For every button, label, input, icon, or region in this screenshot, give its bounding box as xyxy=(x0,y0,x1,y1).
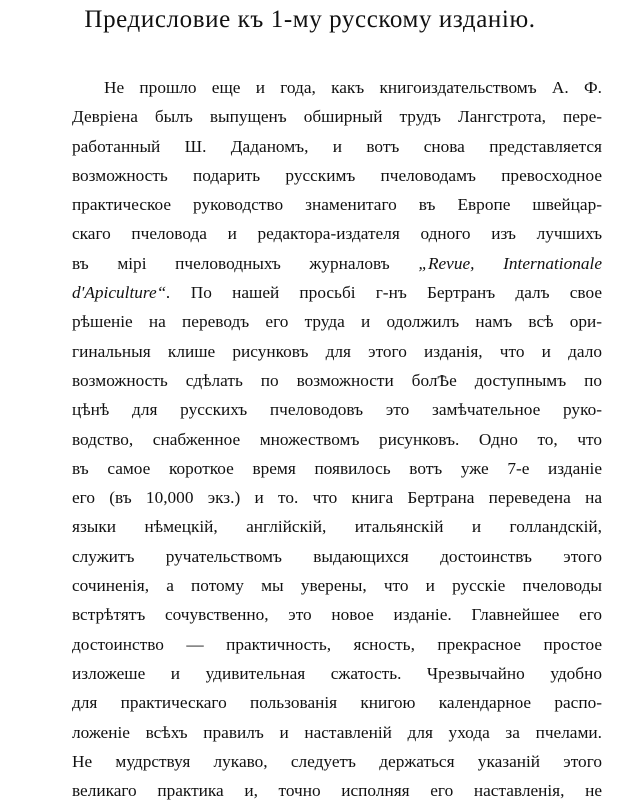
text-line: изложеше и удивительная сжатость. Чрезвычайно удобно xyxy=(72,663,602,683)
text-segment: По нашей просьбі г-нъ Бертранъ далъ свое xyxy=(190,283,602,303)
text-line: для практическаго пользованія книгою календарное распо- xyxy=(72,693,602,713)
journal-name-continued: d'Apiculture“. xyxy=(72,283,171,303)
page-title: Предисловие къ 1-му русскому изданію. xyxy=(84,6,536,33)
text-line xyxy=(72,249,602,278)
text-line: Не прошло еще и года, какъ книгоиздательствомъ А. Ф. xyxy=(104,78,602,97)
text-line: водство, снабженное множествомъ рисунковъ. Одно то, что xyxy=(72,429,602,449)
text-line: встрѣтятъ сочувственно, это новое изданіе. Главнейшее его xyxy=(72,605,602,625)
text-line: великаго практика и, точно исполняя его наставленія, не xyxy=(72,781,602,801)
text-line: скаго пчеловода и редактора-издателя одного изъ лучшихъ xyxy=(72,224,602,244)
preface-body xyxy=(72,73,602,805)
text-line: служитъ ручательствомъ выдающихся достоинствъ этого xyxy=(72,546,602,566)
text-line: языки нѣмецкій, англійскій, итальянскій и голландскій, xyxy=(72,517,602,537)
text-line xyxy=(72,278,602,307)
text-line: практическое руководство знаменитаго въ Европе швейцар- xyxy=(72,195,602,215)
text-line: цѣнѣ для русскихъ пчеловодовъ это замѣчательное руко- xyxy=(72,400,602,420)
text-line: возможность сдѣлать по возможности болѢе доступнымъ по xyxy=(72,370,602,390)
text-line: въ самое короткое время появилось вотъ уже 7-е изданіе xyxy=(72,458,602,478)
text-line: его (въ 10,000 экз.) и то. что книга Бертрана переведена на xyxy=(72,488,602,508)
text-line: ложеніе всѣхъ правилъ и наставленій для ухода за пчелами. xyxy=(72,722,602,742)
text-line: гинальныя клише рисунковъ для этого изданія, что и дало xyxy=(72,341,602,361)
text-line: сочиненія, а потому мы уверены, что и русскіе пчеловоды xyxy=(72,576,602,596)
text-line: достоинство — практичность, ясность, прекрасное простое xyxy=(72,634,602,654)
text-line: Не мудрствуя лукаво, следуетъ держаться указаній этого xyxy=(72,751,602,771)
text-line: Девріена былъ выпущенъ обширный трудъ Лангстрота, пере- xyxy=(72,107,602,127)
text-line: рѣшеніе на переводъ его труда и одолжилъ намъ всѣ ори- xyxy=(72,312,602,332)
journal-name: „Revue, Internationale xyxy=(418,253,602,273)
text-line: работанный Ш. Даданомъ, и вотъ снова представляется xyxy=(72,136,602,156)
text-segment: въ мірі пчеловодныхъ журналовъ xyxy=(72,253,390,273)
text-line: возможность подарить русскимъ пчеловодамъ превосходное xyxy=(72,165,602,185)
